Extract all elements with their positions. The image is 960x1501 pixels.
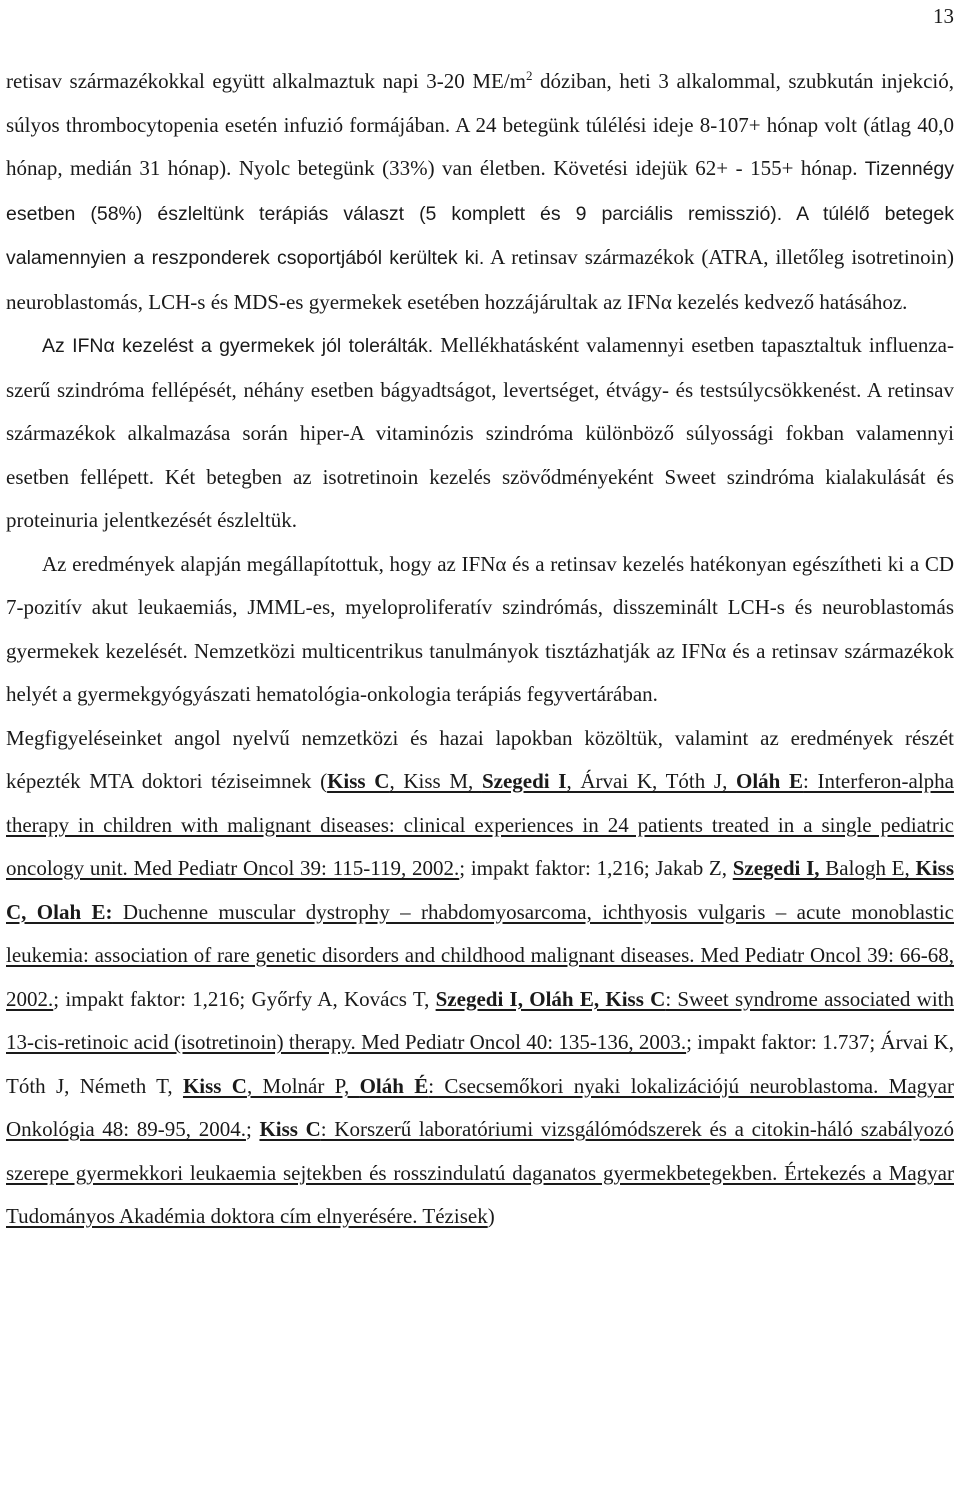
impact-factor-1: ; impakt faktor: 1,216; Jakab Z, (459, 856, 733, 880)
paragraph-publications (6, 717, 954, 1239)
author-list: Balogh E, (819, 856, 916, 880)
closing-parenthesis: ) (487, 1204, 495, 1228)
response-sentence: Tizennégy esetben (58%) észleltünk terápiás választ (5 komplett és 9 parciális remisszió). A túlélő betegek valamennyien a reszponderek csoportjából kerültek ki. (6, 158, 955, 269)
author-name: Oláh É (359, 1073, 429, 1098)
side-effects-text: Mellékhatásként valamennyi esetben tapasztaltuk influenza-szerű szindróma fellépését, néhány esetben bágyadtságot, levertséget, étvágy- és testsúlycsökkenést. A retinsav származékok alkalmazása során hiper-A vitaminózis szindróma különböző súlyossági fokban valamennyi esetben fellépett. Két betegben az isotretinoin kezelés szövődményeként Sweet szindróma kialakulását és proteinuria jelentkezését észleltük. (6, 333, 954, 532)
reference-separator: ; (245, 1117, 260, 1141)
page-number: 13 (933, 4, 954, 28)
paragraph-tolerability (6, 324, 954, 543)
author-list: , Kiss M, (389, 769, 482, 793)
impact-factor-3: ; impakt faktor: 1.737; Árvai K, Tóth J, Németh T, (6, 1030, 954, 1098)
author-name: Kiss C (259, 1117, 321, 1141)
author-name: Kiss C (327, 769, 390, 793)
results-sentence-cont: dóziban, heti 3 alkalommal, szubkután injekció, súlyos thrombocytopenia esetén infuzió formájában. A 24 betegünk túlélési ideje 8-107+ hónap volt (átlag 40,0 hónap, medián 31 hónap). Nyolc betegünk (33%) van életben. Követési idejük 62+ - 155+ hónap. (6, 69, 954, 180)
author-name: Kiss C, Olah E: (6, 856, 954, 924)
reference-5-citation: : Korszerű laboratóriumi vizsgálómódszerek és a citokin-háló szabályozó szerepe gyermekkori leukaemia sejtekben és rosszindulatú daganatos gyermekbetegekben. Értekezés a Magyar Tudományos Akadémia doktora cím elnyerésére. Tézisek (6, 1117, 955, 1228)
author-name: Szegedi I, Oláh E, Kiss C (435, 986, 666, 1011)
author-name: Szegedi I, (732, 856, 820, 880)
impact-factor-2: ; impakt faktor: 1,216; Győrfy A, Kovács T, (53, 986, 436, 1011)
document-body (6, 60, 954, 1239)
results-sentence: retisav származékokkal együtt alkalmaztuk napi 3-20 ME/m (6, 69, 526, 93)
reference-1-citation: : Interferon-alpha therapy in children with malignant diseases: clinical experiences in 24 patients treated in a single pediatric oncology unit. Med Pediatr Oncol 39: 115-119, 2002. (6, 769, 954, 880)
author-name: Szegedi I (481, 769, 567, 793)
reference-4-citation: : Csecsemőkori nyaki lokalizációjú neuroblastoma. Magyar Onkológia 48: 89-95, 2004. (6, 1073, 954, 1141)
author-list: , Árvai K, Tóth J, (566, 769, 737, 793)
author-list: , Molnár P, (246, 1073, 360, 1098)
reference-2-citation: Duchenne muscular dystrophy – rhabdomyosarcoma, ichthyosis vulgaris – acute monoblastic leukemia: association of rare genetic disorders and childhood malignant diseases. Med Pediatr Oncol 39: 66-68, 2002. (6, 899, 954, 1011)
author-name: Kiss C (182, 1073, 247, 1098)
retinoid-sentence: A retinsav származékok (ATRA, illetőleg isotretinoin) neuroblastomás, LCH-s és MDS-es gyermekek esetében hozzájárultak az IFNα kezelés kedvező hatásához. (6, 245, 954, 314)
paragraph-results (6, 60, 954, 324)
superscript-2: 2 (526, 68, 533, 83)
publications-intro: Megfigyeléseinket angol nyelvű nemzetközi és hazai lapokban közöltük, valamint az eredmények részét képezték MTA doktori téziseimnek ( (6, 725, 954, 793)
tolerability-sentence: Az IFNα kezelést a gyermekek jól tolerálták. (42, 335, 434, 357)
paragraph-conclusion: Az eredmények alapján megállapítottuk, hogy az IFNα és a retinsav kezelés hatékonyan egészítheti ki a CD 7-pozitív akut leukaemiás, JMML-es, myeloproliferatív szindrómás, disszeminált LCH-s és neuroblastomás gyermekek kezelését. Nemzetközi multicentrikus tanulmányok tisztázhatják az IFNα és a retinsav származékok helyét a gyermekgyógyászati hematológia-onkologia terápiás fegyvertárában. (6, 551, 954, 706)
author-name: Oláh E (736, 769, 804, 793)
reference-3-citation: : Sweet syndrome associated with 13-cis-retinoic acid (isotretinoin) therapy. Med Pediatr Oncol 40: 135-136, 2003. (6, 986, 954, 1054)
